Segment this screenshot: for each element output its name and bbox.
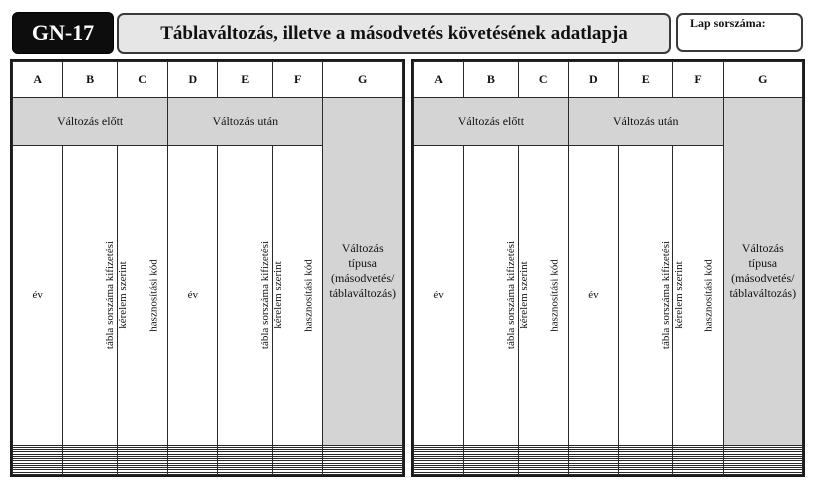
change-type-header: Változás típusa (másodvetés/ táblaváltozás) (323, 98, 403, 445)
usage-code-header: hasznosítási kód (518, 145, 568, 445)
column-letter-row (13, 62, 403, 98)
column-letter: G (723, 62, 802, 98)
table-cell[interactable] (273, 472, 323, 474)
table-cell[interactable] (63, 472, 118, 474)
table-cell[interactable] (168, 472, 218, 474)
column-letter: A (414, 62, 464, 98)
tracking-table (12, 61, 403, 475)
table-cell[interactable] (13, 472, 63, 474)
group-before-header: Változás előtt (13, 98, 168, 146)
column-letter: E (618, 62, 672, 98)
column-letter: D (168, 62, 218, 98)
table-cell[interactable] (218, 472, 273, 474)
group-after-header: Változás után (568, 98, 723, 146)
table-cell[interactable] (723, 472, 802, 474)
table-cell[interactable] (464, 472, 518, 474)
table-panel-left (10, 59, 405, 477)
table-row (414, 472, 803, 474)
group-header-row (414, 98, 803, 146)
form-code-badge (12, 12, 114, 54)
column-letter: B (464, 62, 518, 98)
parcel-number-header: tábla sorszáma kifizetési kérelem szerint (464, 145, 518, 445)
usage-code-header: hasznosítási kód (273, 145, 323, 445)
column-letter: C (518, 62, 568, 98)
year-header: év (13, 145, 63, 445)
year-header: év (168, 145, 218, 445)
form-title-box (117, 13, 671, 54)
table-cell[interactable] (518, 472, 568, 474)
change-type-header: Változás típusa (másodvetés/ táblaváltozás) (723, 98, 802, 445)
column-letter: F (273, 62, 323, 98)
column-letter: D (568, 62, 618, 98)
table-cell[interactable] (673, 472, 723, 474)
table-cell[interactable] (117, 472, 167, 474)
usage-code-header: hasznosítási kód (673, 145, 723, 445)
column-letter-row (414, 62, 803, 98)
form-title: Táblaváltozás, illetve a másodvetés követésének adatlapja (160, 22, 628, 44)
column-letter: B (63, 62, 118, 98)
page-number-label: Lap sorszáma: (690, 16, 766, 30)
table-cell[interactable] (323, 472, 403, 474)
table-cell[interactable] (414, 472, 464, 474)
column-letter: E (218, 62, 273, 98)
column-letter: G (323, 62, 403, 98)
table-cell[interactable] (618, 472, 672, 474)
usage-code-header: hasznosítási kód (117, 145, 167, 445)
tracking-table (413, 61, 803, 475)
group-header-row (13, 98, 403, 146)
table-panel-right (411, 59, 805, 477)
table-cell[interactable] (568, 472, 618, 474)
column-letter: A (13, 62, 63, 98)
column-letter: C (117, 62, 167, 98)
parcel-number-header: tábla sorszáma kifizetési kérelem szerint (218, 145, 273, 445)
year-header: év (568, 145, 618, 445)
column-letter: F (673, 62, 723, 98)
parcel-number-header: tábla sorszáma kifizetési kérelem szerint (63, 145, 118, 445)
parcel-number-header: tábla sorszáma kifizetési kérelem szerint (618, 145, 672, 445)
group-before-header: Változás előtt (414, 98, 569, 146)
table-row (13, 472, 403, 474)
group-after-header: Változás után (168, 98, 323, 146)
page-number-field[interactable] (676, 13, 803, 52)
form-code: GN-17 (31, 20, 95, 45)
year-header: év (414, 145, 464, 445)
